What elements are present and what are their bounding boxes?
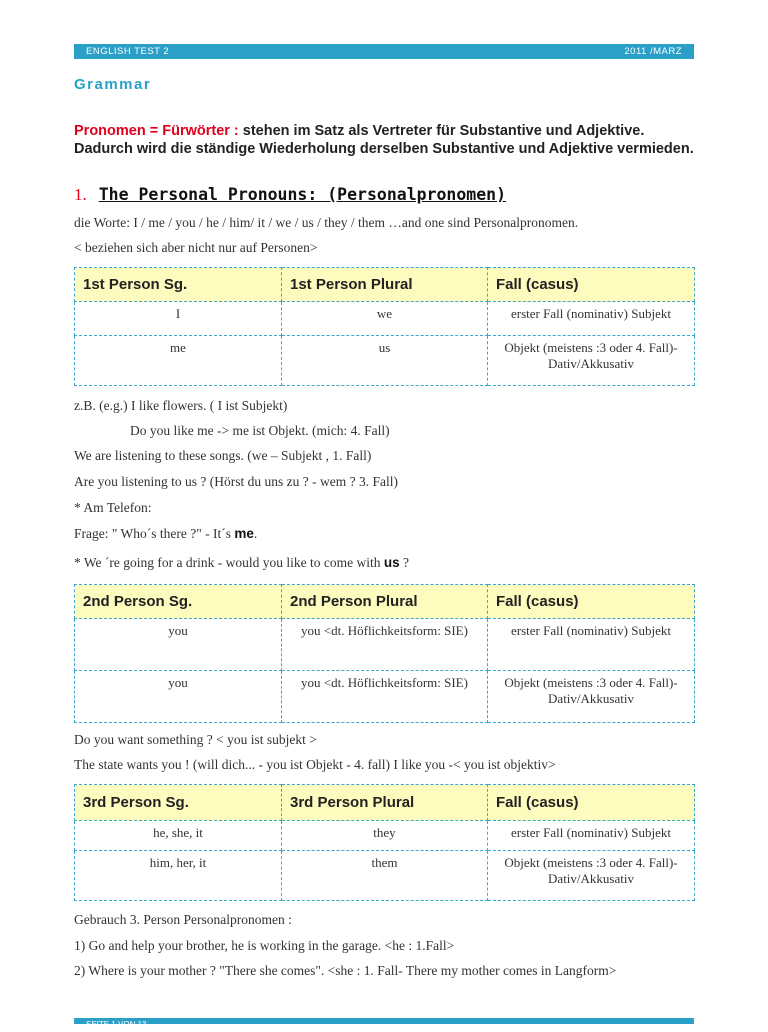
text-line: 2) Where is your mother ? "There she comes". <she : 1. Fall- There my mother comes in Langform> <box>74 963 617 978</box>
header-left: ENGLISH TEST 2 <box>86 46 170 57</box>
text-line: Are you listening to us ? (Hörst du uns zu ? - wem ? 3. Fall) <box>74 474 398 489</box>
section-title: Grammar <box>74 76 152 93</box>
table-cell: Objekt (meistens :3 oder 4. Fall)-Dativ/Akkusativ <box>488 336 695 386</box>
text-line: The state wants you ! (will dich... - you ist Objekt - 4. fall) I like you -< you ist objektiv> <box>74 757 556 772</box>
table-row <box>75 619 695 671</box>
text-line: z.B. (e.g.) I like flowers. ( I ist Subjekt) <box>74 398 288 413</box>
text-line: We are listening to these songs. (we – Subjekt , 1. Fall) <box>74 448 372 463</box>
table-first-person <box>74 267 695 386</box>
heading-number: 1. <box>74 185 87 204</box>
table-row <box>75 336 695 386</box>
table-header-cell: 1st Person Sg. <box>75 268 282 302</box>
table-cell: I <box>75 302 282 336</box>
text-line: Do you want something ? < you ist subjekt > <box>74 732 317 747</box>
table-cell: you <dt. Höflichkeitsform: SIE) <box>282 619 488 671</box>
intro-text: stehen im Satz als Vertreter für Substantive und Adjektive. Dadurch wird die ständige Wiederholung derselben Substantive und Adjektive vermieden. <box>74 123 694 157</box>
text-line: * Am Telefon: <box>74 500 152 515</box>
table-header-cell: 1st Person Plural <box>282 268 488 302</box>
intro-term: Pronomen = Fürwörter : <box>74 123 239 139</box>
table-header-cell: 2nd Person Sg. <box>75 585 282 619</box>
table-header-cell: 2nd Person Plural <box>282 585 488 619</box>
footer-page-number: SEITE 1 VON 13 <box>86 1020 147 1029</box>
table-row <box>75 671 695 723</box>
table-header-cell: Fall (casus) <box>488 585 695 619</box>
table-third-person <box>74 784 695 901</box>
header-right: 2011 /MARZ <box>624 46 682 57</box>
table-second-person <box>74 584 695 723</box>
table-cell: him, her, it <box>75 851 282 901</box>
table-header-cell: 3rd Person Plural <box>282 785 488 821</box>
table-cell: Objekt (meistens :3 oder 4. Fall)-Dativ/Akkusativ <box>488 671 695 723</box>
intro-paragraph <box>74 122 694 158</box>
table-header-row <box>75 785 695 821</box>
text-segment: Frage: " Who´s there ?" - It´s <box>74 526 235 541</box>
table-cell: Objekt (meistens :3 oder 4. Fall)-Dativ/Akkusativ <box>488 851 695 901</box>
text-line <box>74 555 409 571</box>
text-line <box>74 526 257 542</box>
table-cell: erster Fall (nominativ) Subjekt <box>488 302 695 336</box>
table-header-cell: 3rd Person Sg. <box>75 785 282 821</box>
table-row <box>75 851 695 901</box>
table-cell: us <box>282 336 488 386</box>
table-cell: you <box>75 619 282 671</box>
table-cell: me <box>75 336 282 386</box>
table-cell: erster Fall (nominativ) Subjekt <box>488 619 695 671</box>
text-line: die Worte: I / me / you / he / him/ it / we / us / they / them …and one sind Personalpronomen. <box>74 215 579 230</box>
table-header-cell: Fall (casus) <box>488 785 695 821</box>
table-cell: you <box>75 671 282 723</box>
text-segment: . <box>253 526 258 541</box>
page-header <box>74 44 694 59</box>
emphasis-me: me <box>234 526 254 541</box>
table-row <box>75 821 695 851</box>
page-footer <box>74 1018 694 1029</box>
text-segment: * We ´re going for a drink - would you like to come with <box>74 555 384 570</box>
text-line: 1) Go and help your brother, he is working in the garage. <he : 1.Fall> <box>74 938 455 953</box>
table-cell: we <box>282 302 488 336</box>
table-cell: they <box>282 821 488 851</box>
emphasis-us: us <box>383 555 400 570</box>
table-header-row <box>75 585 695 619</box>
text-line: Gebrauch 3. Person Personalpronomen : <box>74 912 292 927</box>
table-row <box>75 302 695 336</box>
table-header-cell: Fall (casus) <box>488 268 695 302</box>
text-line: < beziehen sich aber nicht nur auf Personen> <box>74 240 318 255</box>
table-cell: them <box>282 851 488 901</box>
table-cell: you <dt. Höflichkeitsform: SIE) <box>282 671 488 723</box>
text-line: Do you like me -> me ist Objekt. (mich: 4. Fall) <box>130 423 390 438</box>
table-cell: erster Fall (nominativ) Subjekt <box>488 821 695 851</box>
heading-personal-pronouns <box>74 185 506 205</box>
text-segment: ? <box>399 555 409 570</box>
table-cell: he, she, it <box>75 821 282 851</box>
heading-title: The Personal Pronouns: (Personalpronomen) <box>98 185 507 204</box>
table-header-row <box>75 268 695 302</box>
